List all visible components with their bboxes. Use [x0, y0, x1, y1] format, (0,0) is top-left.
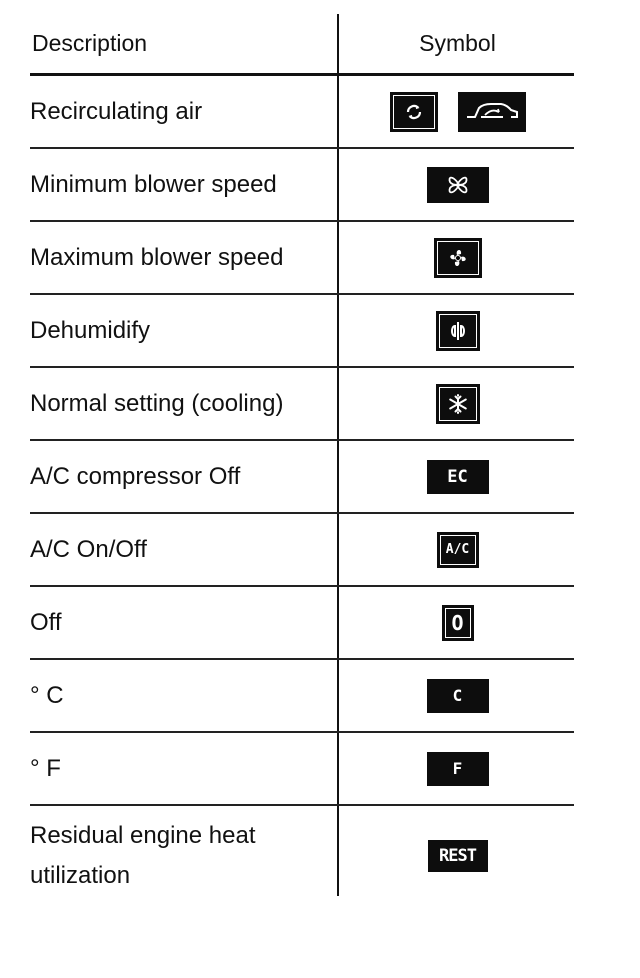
row-symbol [341, 222, 574, 293]
row-description: A/C compressor Off [30, 462, 241, 490]
table-row [30, 295, 574, 368]
header-symbol: Symbol [419, 30, 496, 56]
table-row [30, 514, 574, 587]
table-row [30, 149, 574, 222]
table-body [30, 76, 574, 906]
table-row [30, 806, 574, 906]
table-row [30, 587, 574, 660]
table-row [30, 733, 574, 806]
row-symbol [341, 660, 574, 731]
row-symbol [341, 149, 574, 220]
fahrenheit-symbol: F [427, 752, 489, 786]
row-description: Normal setting (cooling) [30, 389, 284, 417]
ac-symbol: A/C [437, 532, 479, 568]
table-row [30, 368, 574, 441]
dehumidify-icon [436, 311, 480, 351]
row-description: Off [30, 608, 62, 636]
row-description: Maximum blower speed [30, 243, 284, 271]
table-header [30, 14, 574, 74]
row-description: ° F [30, 754, 61, 782]
rest-symbol: REST [428, 840, 488, 872]
row-description: A/C On/Off [30, 535, 147, 563]
row-symbol [341, 514, 574, 585]
fan-small-icon [427, 167, 489, 203]
off-symbol: O [442, 605, 474, 641]
row-symbol [341, 806, 574, 906]
table-row [30, 222, 574, 295]
snowflake-icon [436, 384, 480, 424]
row-description: ° C [30, 681, 64, 709]
row-symbol [341, 368, 574, 439]
row-description: Dehumidify [30, 316, 151, 344]
recirculate-icon [390, 92, 438, 132]
table-row [30, 660, 574, 733]
ec-symbol: EC [427, 460, 489, 494]
celsius-symbol: C [427, 679, 489, 713]
row-symbol [341, 587, 574, 658]
row-symbol [341, 295, 574, 366]
row-symbol [341, 733, 574, 804]
row-symbol [341, 441, 574, 512]
row-description: Residual engine heat utilization [30, 822, 256, 889]
table-row [30, 76, 574, 149]
row-description: Minimum blower speed [30, 170, 277, 198]
header-description: Description [32, 30, 148, 56]
table-row [30, 441, 574, 514]
row-symbol [341, 76, 574, 147]
fan-large-icon [434, 238, 482, 278]
row-description: Recirculating air [30, 97, 203, 125]
car-recirculation-icon [458, 92, 526, 132]
